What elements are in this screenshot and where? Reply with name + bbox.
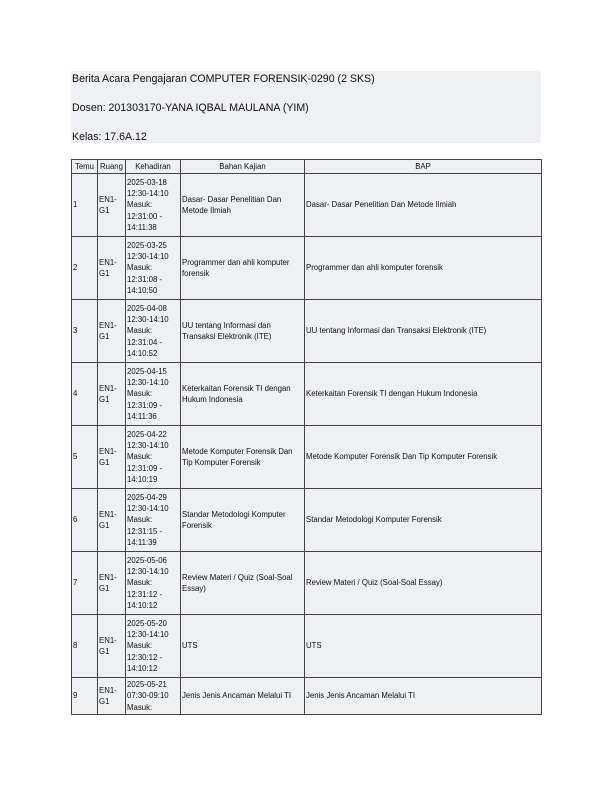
- cell-ruang: EN1-G1: [98, 426, 126, 489]
- kehadiran-line: 12:30-14:10: [127, 630, 169, 640]
- cell-kehadiran: [126, 615, 181, 678]
- column-header-kehadiran: Kehadiran: [126, 160, 181, 174]
- kehadiran-line: 14:10:19: [127, 474, 158, 484]
- cell-ruang: EN1-G1: [98, 300, 126, 363]
- cell-bap: Programmer dan ahli komputer forensik: [305, 237, 542, 300]
- table-row: [72, 300, 542, 363]
- cell-ruang: EN1-G1: [98, 552, 126, 615]
- kehadiran-line: 12:30-14:10: [127, 567, 169, 577]
- cell-bahan-kajian: Jenis Jenis Ancaman Melalui TI: [181, 678, 305, 715]
- cell-bahan-kajian: Review Materi / Quiz (Soal-Soal Essay): [181, 552, 305, 615]
- cell-kehadiran: [126, 300, 181, 363]
- cell-ruang: EN1-G1: [98, 489, 126, 552]
- cell-ruang: EN1-G1: [98, 174, 126, 237]
- cell-temu: 5: [72, 426, 98, 489]
- column-header-ruang: Ruang: [98, 160, 126, 174]
- kehadiran-line: Masuk:: [127, 326, 153, 336]
- kehadiran-line: 2025-05-06: [127, 555, 167, 565]
- cell-temu: 9: [72, 678, 98, 715]
- cell-bahan-kajian: Metode Komputer Forensik Dan Tip Komputer Forensik: [181, 426, 305, 489]
- kehadiran-line: 12:30-14:10: [127, 315, 169, 325]
- cell-temu: 6: [72, 489, 98, 552]
- cell-kehadiran: [126, 237, 181, 300]
- kehadiran-line: 12:31:15 -: [127, 526, 163, 536]
- kehadiran-line: 12:31:09 -: [127, 463, 163, 473]
- kehadiran-line: 2025-04-22: [127, 429, 167, 439]
- kehadiran-line: 12:30-14:10: [127, 252, 169, 262]
- cell-bap: Keterkaitan Forensik TI dengan Hukum Indonesia: [305, 363, 542, 426]
- table-row: [72, 237, 542, 300]
- kehadiran-line: Masuk:: [127, 702, 153, 712]
- cell-bap: UU tentang Informasi dan Transaksi Elektronik (ITE): [305, 300, 542, 363]
- cell-temu: 7: [72, 552, 98, 615]
- cell-temu: 2: [72, 237, 98, 300]
- table-row: [72, 426, 542, 489]
- cell-bahan-kajian: Keterkaitan Forensik TI dengan Hukum Indonesia: [181, 363, 305, 426]
- cell-bap: Dasar- Dasar Penelitian Dan Metode Ilmiah: [305, 174, 542, 237]
- kehadiran-line: 2025-04-08: [127, 303, 167, 313]
- kehadiran-line: 12:31:09 -: [127, 400, 163, 410]
- kehadiran-line: 2025-04-29: [127, 492, 167, 502]
- kehadiran-line: 12:30-14:10: [127, 504, 169, 514]
- cell-bap: Jenis Jenis Ancaman Melalui TI: [305, 678, 542, 715]
- cell-bap: Metode Komputer Forensik Dan Tip Komputer Forensik: [305, 426, 542, 489]
- kehadiran-line: 12:30:12 -: [127, 652, 163, 662]
- kehadiran-line: 12:30-14:10: [127, 441, 169, 451]
- cell-bap: Standar Metodologi Komputer Forensik: [305, 489, 542, 552]
- cell-bahan-kajian: UU tentang Informasi dan Transaksi Elektronik (ITE): [181, 300, 305, 363]
- cell-bap: UTS: [305, 615, 542, 678]
- cell-ruang: EN1-G1: [98, 615, 126, 678]
- cell-bahan-kajian: Programmer dan ahli komputer forensik: [181, 237, 305, 300]
- kehadiran-line: 12:30-14:10: [127, 378, 169, 388]
- cell-ruang: EN1-G1: [98, 678, 126, 715]
- cell-kehadiran: [126, 489, 181, 552]
- class-line: Kelas: 17.6A.12: [72, 131, 147, 143]
- kehadiran-line: 14:11:36: [127, 411, 157, 421]
- kehadiran-line: 2025-05-20: [127, 618, 167, 628]
- kehadiran-line: 14:10:50: [127, 285, 158, 295]
- cell-bahan-kajian: Dasar- Dasar Penelitian Dan Metode Ilmiah: [181, 174, 305, 237]
- kehadiran-line: 07:30-09:10: [127, 691, 169, 701]
- kehadiran-line: 2025-03-18: [127, 177, 167, 187]
- cell-temu: 1: [72, 174, 98, 237]
- kehadiran-line: Masuk:: [127, 641, 153, 651]
- kehadiran-line: 2025-03-25: [127, 240, 167, 250]
- cell-ruang: EN1-G1: [98, 363, 126, 426]
- kehadiran-line: Masuk:: [127, 578, 153, 588]
- kehadiran-line: Masuk:: [127, 200, 153, 210]
- cell-kehadiran: [126, 363, 181, 426]
- attendance-table: [71, 159, 542, 715]
- kehadiran-line: 12:31:12 -: [127, 589, 163, 599]
- cell-ruang: EN1-G1: [98, 237, 126, 300]
- cell-bahan-kajian: Standar Metodologi Komputer Forensik: [181, 489, 305, 552]
- cell-temu: 8: [72, 615, 98, 678]
- table-row: [72, 174, 542, 237]
- kehadiran-line: 14:10:52: [127, 348, 158, 358]
- kehadiran-line: Masuk:: [127, 389, 153, 399]
- table-row: [72, 552, 542, 615]
- table-row: [72, 489, 542, 552]
- kehadiran-line: 14:11:38: [127, 222, 157, 232]
- kehadiran-line: 12:30-14:10: [127, 189, 169, 199]
- cell-temu: 4: [72, 363, 98, 426]
- table-row: [72, 678, 542, 715]
- kehadiran-line: 2025-05-21: [127, 680, 167, 690]
- kehadiran-line: 12:31:04 -: [127, 337, 163, 347]
- kehadiran-line: 12:31:08 -: [127, 274, 163, 284]
- column-header-temu: Temu: [72, 160, 98, 174]
- kehadiran-line: Masuk:: [127, 263, 153, 273]
- column-header-bahan-kajian: Bahan Kajian: [181, 160, 305, 174]
- table-header-row: [72, 160, 542, 174]
- cell-temu: 3: [72, 300, 98, 363]
- column-header-bap: BAP: [305, 160, 542, 174]
- kehadiran-line: Masuk:: [127, 515, 153, 525]
- cell-kehadiran: [126, 426, 181, 489]
- kehadiran-line: 14:10:12: [127, 663, 158, 673]
- kehadiran-line: Masuk:: [127, 452, 153, 462]
- cell-bap: Review Materi / Quiz (Soal-Soal Essay): [305, 552, 542, 615]
- cell-kehadiran: [126, 678, 181, 715]
- cell-kehadiran: [126, 552, 181, 615]
- cell-bahan-kajian: UTS: [181, 615, 305, 678]
- document-title: Berita Acara Pengajaran COMPUTER FORENSIK-0290 (2 SKS): [72, 73, 375, 85]
- kehadiran-line: 14:10:12: [127, 600, 158, 610]
- lecturer-line: Dosen: 201303170-YANA IQBAL MAULANA (YIM): [72, 102, 309, 114]
- kehadiran-line: 2025-04-15: [127, 366, 167, 376]
- cell-kehadiran: [126, 174, 181, 237]
- table-row: [72, 363, 542, 426]
- table-row: [72, 615, 542, 678]
- kehadiran-line: 14:11:39: [127, 537, 157, 547]
- kehadiran-line: 12:31:00 -: [127, 211, 163, 221]
